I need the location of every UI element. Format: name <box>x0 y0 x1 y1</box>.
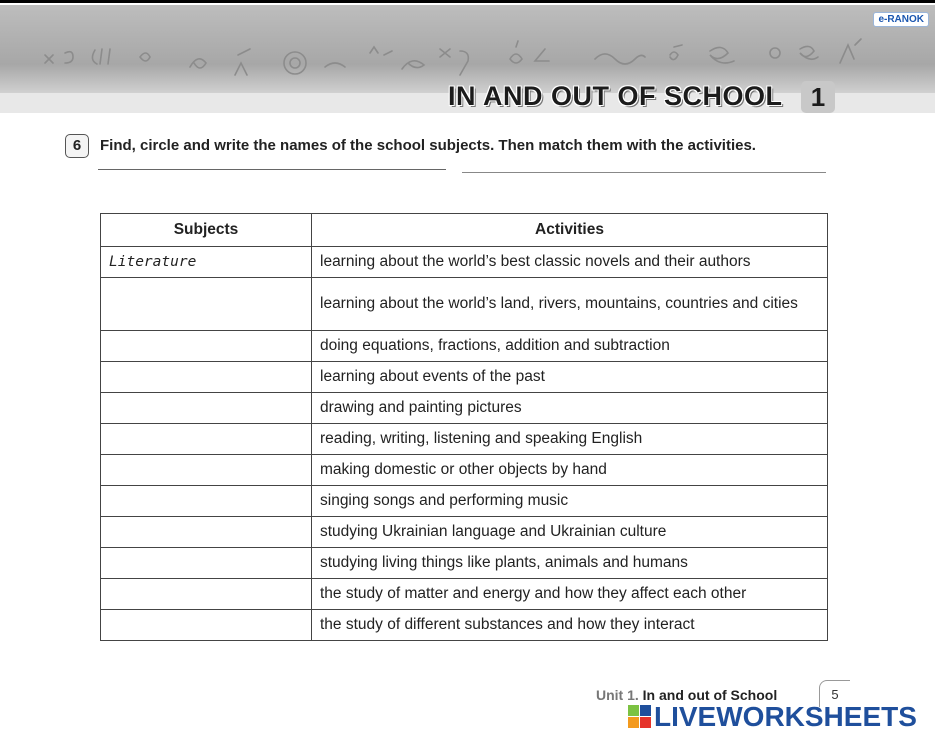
liveworksheets-wordmark: LIVEWORKSHEETS <box>654 701 917 732</box>
footer-unit-prefix: Unit 1. <box>596 687 639 703</box>
publisher-logo: e-RANOK <box>873 12 929 27</box>
activity-cell: learning about the world’s best classic novels and their authors <box>312 247 828 278</box>
table-row <box>101 393 828 424</box>
instruction-underline-right <box>462 172 826 173</box>
subject-answer-cell[interactable] <box>101 517 312 548</box>
decorative-scribbles <box>40 35 870 85</box>
table-row <box>101 362 828 393</box>
subjects-table <box>100 213 828 641</box>
liveworksheets-watermark <box>628 701 917 733</box>
table-row <box>101 579 828 610</box>
activity-cell: learning about events of the past <box>312 362 828 393</box>
table-row <box>101 548 828 579</box>
table-row <box>101 247 828 278</box>
activity-cell: the study of different substances and how they interact <box>312 610 828 641</box>
liveworksheets-logo-icon <box>628 705 652 729</box>
table-row <box>101 610 828 641</box>
activity-cell: reading, writing, listening and speaking English <box>312 424 828 455</box>
subject-answer-cell[interactable] <box>101 486 312 517</box>
unit-number: 1 <box>801 81 835 113</box>
table-row <box>101 424 828 455</box>
subject-answer-cell[interactable] <box>101 548 312 579</box>
table-row <box>101 455 828 486</box>
exercise-number: 6 <box>65 134 89 158</box>
subject-answer-cell[interactable] <box>101 362 312 393</box>
activity-cell: making domestic or other objects by hand <box>312 455 828 486</box>
activity-cell: studying Ukrainian language and Ukrainian culture <box>312 517 828 548</box>
header-subjects: Subjects <box>101 214 312 247</box>
subject-answer-cell[interactable] <box>101 278 312 331</box>
activity-cell: drawing and painting pictures <box>312 393 828 424</box>
table-row <box>101 486 828 517</box>
subject-answer-cell[interactable] <box>101 424 312 455</box>
activity-cell: doing equations, fractions, addition and subtraction <box>312 331 828 362</box>
instruction-underline-left <box>98 169 446 170</box>
subject-answer-cell[interactable] <box>101 610 312 641</box>
subject-answer-cell[interactable] <box>101 579 312 610</box>
page-number: 5 <box>819 680 850 707</box>
header-activities: Activities <box>312 214 828 247</box>
activity-cell: studying living things like plants, animals and humans <box>312 548 828 579</box>
table-header-row <box>101 214 828 247</box>
activity-cell: the study of matter and energy and how they affect each other <box>312 579 828 610</box>
subject-answer-cell[interactable] <box>101 455 312 486</box>
activity-cell: learning about the world’s land, rivers, mountains, countries and cities <box>312 278 828 331</box>
unit-banner <box>0 5 935 113</box>
subject-answer-cell[interactable] <box>101 393 312 424</box>
exercise-instruction: Find, circle and write the names of the school subjects. Then match them with the activities. <box>100 137 756 154</box>
subject-answer-cell[interactable] <box>101 331 312 362</box>
footer-unit-name: In and out of School <box>642 687 778 703</box>
subject-answer-cell[interactable]: Literature <box>101 247 312 278</box>
table-row <box>101 517 828 548</box>
unit-title: IN AND OUT OF SCHOOL <box>448 81 783 111</box>
activity-cell: singing songs and performing music <box>312 486 828 517</box>
top-rule <box>0 0 935 3</box>
table-row <box>101 278 828 331</box>
table-row <box>101 331 828 362</box>
